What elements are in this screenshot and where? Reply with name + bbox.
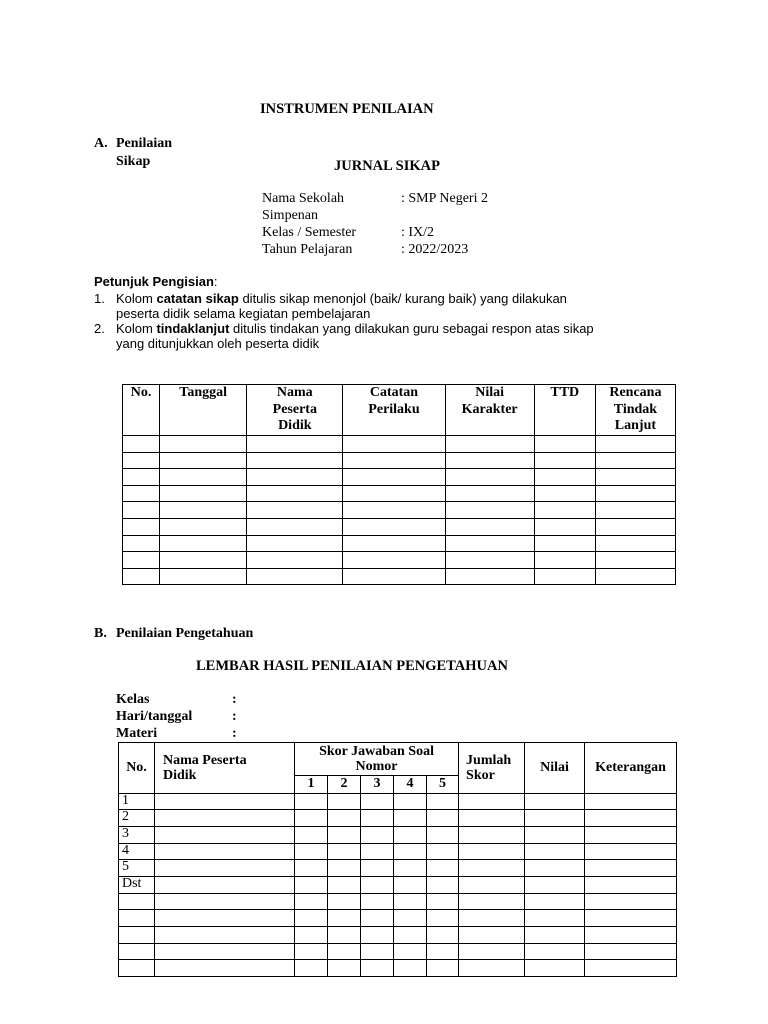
- table1-cell[interactable]: [534, 436, 595, 453]
- table1-cell[interactable]: [343, 436, 445, 453]
- jurnal-sikap-title: JURNAL SIKAP: [334, 158, 440, 174]
- table1-cell[interactable]: [595, 469, 675, 486]
- instruction-item-2: Kolom tindaklanjut ditulis tindakan yang dilakukan guru sebagai respon atas sikap: [116, 321, 594, 336]
- lembar-hasil-table: [118, 742, 677, 977]
- table2-cell[interactable]: [328, 893, 361, 910]
- table1-cell[interactable]: [445, 469, 534, 486]
- table1-cell[interactable]: [247, 485, 343, 502]
- table2-cell[interactable]: [427, 943, 459, 960]
- field-colon: :: [232, 692, 237, 707]
- table2-cell[interactable]: [585, 910, 677, 927]
- table2-cell[interactable]: [427, 860, 459, 877]
- table1-header-nilai: Nilai Karakter: [445, 385, 534, 436]
- table2-row: [119, 893, 677, 910]
- table1-header-tanggal: Tanggal: [160, 385, 247, 436]
- table2-row: [119, 927, 677, 944]
- table1-cell[interactable]: [595, 485, 675, 502]
- table2-cell[interactable]: [155, 876, 295, 893]
- table2-cell[interactable]: [295, 793, 328, 810]
- table2-cell[interactable]: [525, 860, 585, 877]
- table1-row: [123, 485, 676, 502]
- table2-cell[interactable]: [585, 826, 677, 843]
- table1-cell[interactable]: [247, 469, 343, 486]
- table2-cell[interactable]: [525, 960, 585, 977]
- table1-row: [123, 535, 676, 552]
- table2-cell[interactable]: [295, 943, 328, 960]
- table1-cell[interactable]: [534, 552, 595, 569]
- table2-cell[interactable]: [394, 860, 427, 877]
- table2-row: [119, 910, 677, 927]
- table1-cell[interactable]: [445, 436, 534, 453]
- field-label: Kelas: [116, 692, 150, 707]
- table1-cell[interactable]: [123, 452, 160, 469]
- table2-row-number: 3: [119, 826, 155, 843]
- table2-cell[interactable]: [361, 943, 394, 960]
- table2-cell[interactable]: [394, 960, 427, 977]
- table1-cell[interactable]: [123, 568, 160, 585]
- table2-header-skor: Skor Jawaban Soal Nomor: [295, 743, 459, 776]
- table1-cell[interactable]: [123, 485, 160, 502]
- instruction-item-1-line2: peserta didik selama kegiatan pembelajaran: [116, 306, 371, 321]
- table2-row-number: [119, 960, 155, 977]
- table2-cell[interactable]: [459, 927, 525, 944]
- section-b-title: Penilaian Pengetahuan: [116, 626, 254, 641]
- table2-cell[interactable]: [427, 793, 459, 810]
- table2-cell[interactable]: [361, 927, 394, 944]
- table2-soal-number: 3: [361, 776, 394, 794]
- table2-cell[interactable]: [155, 810, 295, 827]
- table1-row: [123, 552, 676, 569]
- table2-row: [119, 793, 677, 810]
- table1-cell[interactable]: [247, 452, 343, 469]
- section-a-title-line2: Sikap: [116, 154, 151, 169]
- table1-cell[interactable]: [445, 568, 534, 585]
- table2-cell[interactable]: [295, 843, 328, 860]
- table2-cell[interactable]: [427, 910, 459, 927]
- table1-cell[interactable]: [343, 485, 445, 502]
- table1-cell[interactable]: [247, 502, 343, 519]
- table2-cell[interactable]: [295, 860, 328, 877]
- table2-row-number: [119, 943, 155, 960]
- table2-cell[interactable]: [459, 910, 525, 927]
- table1-row: [123, 568, 676, 585]
- table2-cell[interactable]: [155, 826, 295, 843]
- table2-soal-number: 1: [295, 776, 328, 794]
- table1-row: [123, 469, 676, 486]
- table2-cell[interactable]: [525, 793, 585, 810]
- table1-cell[interactable]: [343, 535, 445, 552]
- table2-cell[interactable]: [525, 826, 585, 843]
- table2-cell[interactable]: [295, 876, 328, 893]
- table2-row: [119, 826, 677, 843]
- table2-row: [119, 860, 677, 877]
- table2-cell[interactable]: [394, 943, 427, 960]
- table1-cell[interactable]: [247, 552, 343, 569]
- table2-row-number: 2: [119, 810, 155, 827]
- table1-cell[interactable]: [160, 452, 247, 469]
- table2-row: [119, 810, 677, 827]
- table1-cell[interactable]: [123, 469, 160, 486]
- table2-cell[interactable]: [459, 793, 525, 810]
- table1-cell[interactable]: [247, 535, 343, 552]
- table2-cell[interactable]: [459, 826, 525, 843]
- table1-header-rencana: Rencana Tindak Lanjut: [595, 385, 675, 436]
- table1-cell[interactable]: [343, 502, 445, 519]
- table2-cell[interactable]: [328, 810, 361, 827]
- table2-cell[interactable]: [328, 927, 361, 944]
- table2-cell[interactable]: [394, 876, 427, 893]
- field-label: Hari/tanggal: [116, 709, 193, 724]
- table2-cell[interactable]: [394, 810, 427, 827]
- table2-row: [119, 943, 677, 960]
- instruction-item-2-line2: yang ditunjukkan oleh peserta didik: [116, 336, 320, 351]
- table2-soal-number: 2: [328, 776, 361, 794]
- table2-row-number: Dst: [119, 876, 155, 893]
- table1-cell[interactable]: [160, 502, 247, 519]
- table1-header-nama: Nama Peserta Didik: [247, 385, 343, 436]
- identity-label: Simpenan: [262, 208, 318, 223]
- table2-cell[interactable]: [361, 860, 394, 877]
- table2-cell[interactable]: [155, 843, 295, 860]
- table1-cell[interactable]: [595, 535, 675, 552]
- table2-row: [119, 876, 677, 893]
- table2-cell[interactable]: [361, 810, 394, 827]
- table2-cell[interactable]: [459, 893, 525, 910]
- table1-row: [123, 502, 676, 519]
- table2-cell[interactable]: [394, 910, 427, 927]
- table2-cell[interactable]: [295, 810, 328, 827]
- table2-cell[interactable]: [525, 910, 585, 927]
- table2-row: [119, 843, 677, 860]
- table2-cell[interactable]: [459, 810, 525, 827]
- table1-cell[interactable]: [343, 518, 445, 535]
- table2-row-number: 5: [119, 860, 155, 877]
- identity-label: Tahun Pelajaran: [262, 242, 353, 257]
- identity-value: : SMP Negeri 2: [401, 191, 488, 206]
- table1-cell[interactable]: [160, 485, 247, 502]
- table1-cell[interactable]: [160, 518, 247, 535]
- table1-cell[interactable]: [534, 452, 595, 469]
- table2-row-number: [119, 893, 155, 910]
- table2-cell[interactable]: [394, 893, 427, 910]
- table2-cell[interactable]: [525, 810, 585, 827]
- table1-cell[interactable]: [247, 518, 343, 535]
- table2-cell[interactable]: [427, 893, 459, 910]
- table2-row-number: 4: [119, 843, 155, 860]
- table1-cell[interactable]: [160, 552, 247, 569]
- table2-cell[interactable]: [459, 876, 525, 893]
- table2-row-number: [119, 910, 155, 927]
- field-colon: :: [232, 726, 237, 741]
- table1-cell[interactable]: [123, 535, 160, 552]
- table1-cell[interactable]: [445, 535, 534, 552]
- table2-body: [119, 793, 677, 977]
- table2-cell[interactable]: [585, 843, 677, 860]
- table2-cell[interactable]: [427, 843, 459, 860]
- table2-cell[interactable]: [394, 927, 427, 944]
- table2-row: [119, 960, 677, 977]
- table2-cell[interactable]: [155, 860, 295, 877]
- table2-cell[interactable]: [328, 960, 361, 977]
- table2-cell[interactable]: [585, 927, 677, 944]
- table2-cell[interactable]: [427, 826, 459, 843]
- table2-cell[interactable]: [295, 927, 328, 944]
- table1-cell[interactable]: [343, 552, 445, 569]
- table2-cell[interactable]: [328, 910, 361, 927]
- table2-cell[interactable]: [459, 843, 525, 860]
- table2-cell[interactable]: [295, 910, 328, 927]
- table2-cell[interactable]: [295, 826, 328, 843]
- table2-cell[interactable]: [361, 826, 394, 843]
- table1-cell[interactable]: [123, 436, 160, 453]
- table1-header-ttd: TTD: [534, 385, 595, 436]
- table1-cell[interactable]: [445, 485, 534, 502]
- table1-row: [123, 518, 676, 535]
- section-a-title-line1: Penilaian: [116, 136, 173, 151]
- table2-cell[interactable]: [295, 893, 328, 910]
- table2-cell[interactable]: [328, 826, 361, 843]
- table1-row: [123, 436, 676, 453]
- table1-cell[interactable]: [595, 552, 675, 569]
- table1-cell[interactable]: [445, 552, 534, 569]
- table1-body: [123, 436, 676, 585]
- table1-cell[interactable]: [247, 568, 343, 585]
- table1-cell[interactable]: [343, 452, 445, 469]
- instruction-item-2-num: 2.: [94, 321, 105, 336]
- identity-value: : IX/2: [401, 225, 435, 240]
- table2-header-keterangan: Keterangan: [585, 743, 677, 794]
- table2-soal-number: 5: [427, 776, 459, 794]
- table2-cell[interactable]: [427, 927, 459, 944]
- table1-cell[interactable]: [595, 452, 675, 469]
- jurnal-sikap-table: [122, 384, 676, 585]
- table1-cell[interactable]: [445, 452, 534, 469]
- instruction-item-1-num: 1.: [94, 291, 105, 306]
- table2-cell[interactable]: [427, 810, 459, 827]
- table1-header-no: No.: [123, 385, 160, 436]
- table2-cell[interactable]: [155, 793, 295, 810]
- section-b-letter: B.: [94, 626, 107, 641]
- table2-row-number: [119, 927, 155, 944]
- table2-cell[interactable]: [155, 910, 295, 927]
- table2-cell[interactable]: [155, 893, 295, 910]
- main-title: INSTRUMEN PENILAIAN: [260, 101, 434, 117]
- table2-cell[interactable]: [459, 943, 525, 960]
- table1-cell[interactable]: [123, 502, 160, 519]
- table1-cell[interactable]: [595, 568, 675, 585]
- table2-cell[interactable]: [155, 960, 295, 977]
- table2-cell[interactable]: [361, 893, 394, 910]
- table1-cell[interactable]: [595, 518, 675, 535]
- table2-header-no: No.: [119, 743, 155, 794]
- table2-cell[interactable]: [525, 876, 585, 893]
- table2-cell[interactable]: [427, 960, 459, 977]
- field-label: Materi: [116, 726, 158, 741]
- table2-cell[interactable]: [585, 893, 677, 910]
- instructions-heading: Petunjuk Pengisian:: [94, 274, 218, 289]
- table2-cell[interactable]: [459, 960, 525, 977]
- table2-cell[interactable]: [361, 960, 394, 977]
- lembar-title: LEMBAR HASIL PENILAIAN PENGETAHUAN: [196, 658, 508, 674]
- table2-cell[interactable]: [328, 876, 361, 893]
- table1-header-catatan: Catatan Perilaku: [343, 385, 445, 436]
- table2-cell[interactable]: [328, 860, 361, 877]
- table2-cell[interactable]: [585, 943, 677, 960]
- table2-cell[interactable]: [394, 843, 427, 860]
- table2-cell[interactable]: [427, 876, 459, 893]
- table2-cell[interactable]: [328, 793, 361, 810]
- table2-cell[interactable]: [525, 943, 585, 960]
- table1-row: [123, 452, 676, 469]
- table2-cell[interactable]: [525, 927, 585, 944]
- table2-cell[interactable]: [525, 893, 585, 910]
- table1-cell[interactable]: [123, 518, 160, 535]
- table2-soal-number: 4: [394, 776, 427, 794]
- table1-cell[interactable]: [160, 436, 247, 453]
- table2-cell[interactable]: [361, 876, 394, 893]
- table2-cell[interactable]: [459, 860, 525, 877]
- table2-cell[interactable]: [585, 960, 677, 977]
- table2-header-nama: Nama Peserta Didik: [155, 743, 295, 794]
- table2-cell[interactable]: [585, 810, 677, 827]
- table2-cell[interactable]: [361, 910, 394, 927]
- table1-cell[interactable]: [343, 568, 445, 585]
- table2-cell[interactable]: [361, 843, 394, 860]
- table1-cell[interactable]: [534, 502, 595, 519]
- table1-cell[interactable]: [445, 518, 534, 535]
- table1-cell[interactable]: [534, 485, 595, 502]
- table2-cell[interactable]: [394, 826, 427, 843]
- table1-cell[interactable]: [534, 568, 595, 585]
- table1-cell[interactable]: [247, 436, 343, 453]
- instruction-item-1: Kolom catatan sikap ditulis sikap menonjol (baik/ kurang baik) yang dilakukan: [116, 291, 567, 306]
- table2-header-nilai: Nilai: [525, 743, 585, 794]
- identity-label: Kelas / Semester: [262, 225, 357, 240]
- table2-cell[interactable]: [328, 843, 361, 860]
- table1-cell[interactable]: [445, 502, 534, 519]
- table2-cell[interactable]: [585, 860, 677, 877]
- table1-cell[interactable]: [595, 436, 675, 453]
- table1-cell[interactable]: [160, 469, 247, 486]
- identity-value: : 2022/2023: [401, 242, 469, 257]
- table2-cell[interactable]: [328, 943, 361, 960]
- table2-cell[interactable]: [155, 943, 295, 960]
- table1-cell[interactable]: [534, 535, 595, 552]
- table2-cell[interactable]: [585, 876, 677, 893]
- identity-label: Nama Sekolah: [262, 191, 345, 206]
- table2-cell[interactable]: [155, 927, 295, 944]
- table1-cell[interactable]: [534, 469, 595, 486]
- table2-row-number: 1: [119, 793, 155, 810]
- table1-cell[interactable]: [534, 518, 595, 535]
- table1-cell[interactable]: [160, 568, 247, 585]
- table2-cell[interactable]: [525, 843, 585, 860]
- table2-cell[interactable]: [585, 793, 677, 810]
- table2-cell[interactable]: [361, 793, 394, 810]
- section-a-letter: A.: [94, 136, 108, 151]
- field-colon: :: [232, 709, 237, 724]
- table2-cell[interactable]: [394, 793, 427, 810]
- table2-cell[interactable]: [295, 960, 328, 977]
- table1-cell[interactable]: [123, 552, 160, 569]
- table1-cell[interactable]: [343, 469, 445, 486]
- table2-header-jumlah: Jumlah Skor: [459, 743, 525, 794]
- table1-cell[interactable]: [595, 502, 675, 519]
- table1-cell[interactable]: [160, 535, 247, 552]
